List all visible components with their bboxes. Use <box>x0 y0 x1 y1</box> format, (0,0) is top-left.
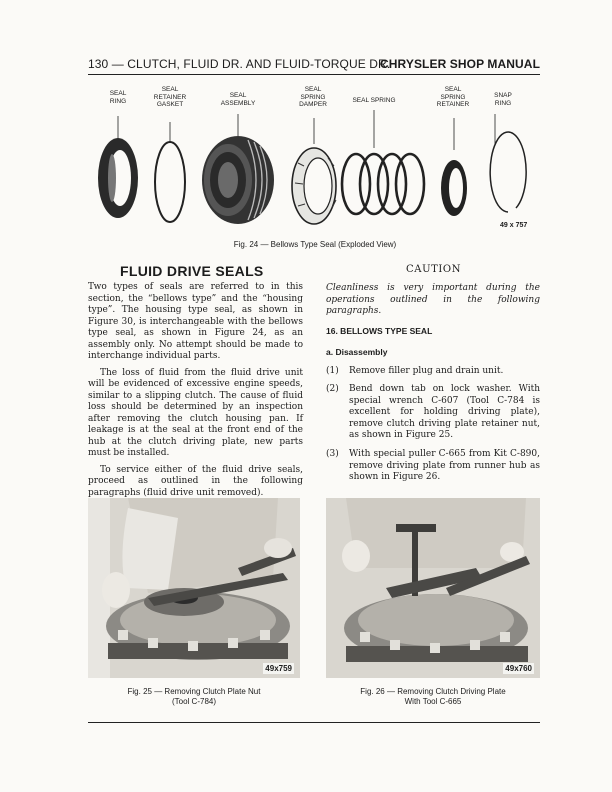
step-text: Bend down tab on lock washer. With special wrench C-607 (Tool C-784 is excellent for holding driving plate), remove clutch driving plate retainer nut, as shown in Figure 25. <box>349 384 540 440</box>
label-seal-spring: SEAL SPRING <box>352 97 396 104</box>
caution-text: Cleanliness is very important during the operations outlined in the following paragraphs. <box>326 283 540 316</box>
figure25-caption <box>94 687 294 707</box>
seal-spring-retainer <box>441 160 467 216</box>
label-seal-ring: SEAL RING <box>109 90 127 105</box>
header-title: 130 — CLUTCH, FLUID DR. AND FLUID-TORQUE DR. <box>88 57 391 71</box>
step-number: (3) <box>326 449 339 459</box>
figure26-caption <box>333 687 533 707</box>
caption-line: With Tool C-665 <box>404 697 462 706</box>
step-1 <box>326 366 540 378</box>
caption-line: Fig. 25 — Removing Clutch Plate Nut <box>127 687 261 696</box>
subsection-heading: a. Disassembly <box>326 347 388 357</box>
section-heading: 16. BELLOWS TYPE SEAL <box>326 326 433 336</box>
header-rule <box>88 74 540 75</box>
step-text: With special puller C-665 from Kit C-890, remove driving plate from runner hub as shown in Figure 26. <box>349 449 540 482</box>
figure26-ref: 49x760 <box>505 664 532 673</box>
step-2 <box>326 384 540 442</box>
seal-spring <box>342 154 424 214</box>
manual-title: CHRYSLER SHOP MANUAL <box>379 57 540 71</box>
step-number: (2) <box>326 384 339 394</box>
fluid-drive-seals-heading: FLUID DRIVE SEALS <box>120 263 264 279</box>
step-number: (1) <box>326 366 339 376</box>
paragraph: The loss of fluid from the fluid drive unit will be evidenced of excessive engine speeds, similar to a slipping clutch. The cause of fluid loss should be determined by an inspection after removing the clutch housing pan. If leakage is at the seal at the front end of the hub at the clutch driving plate, new parts must be installed. <box>88 367 303 458</box>
figure25-ref: 49x759 <box>265 664 292 673</box>
figure24-caption: Fig. 24 — Bellows Type Seal (Exploded View) <box>233 240 397 249</box>
step-text: Remove filler plug and drain unit. <box>349 366 504 376</box>
seal-ring <box>98 138 138 218</box>
seal-assembly <box>202 136 274 224</box>
figure26-photo <box>326 498 540 678</box>
footer-rule <box>88 722 540 723</box>
figure25-photo <box>88 498 300 678</box>
clutch-plate-nut-photo-illustration <box>88 498 300 678</box>
figure24-ref: 49 x 757 <box>500 222 528 229</box>
bellows-seal-exploded-view <box>88 108 540 232</box>
label-snap-ring: SNAP RING <box>494 92 512 107</box>
snap-ring <box>490 132 526 212</box>
caution-title: CAUTION <box>406 264 462 275</box>
clutch-driving-plate-photo-illustration <box>326 498 540 678</box>
step-3 <box>326 449 540 484</box>
label-seal-assembly: SEAL ASSEMBLY <box>220 92 256 107</box>
caption-line: (Tool C-784) <box>171 697 216 706</box>
left-column-text <box>88 282 303 504</box>
paragraph: Two types of seals are referred to in this section, the “bellows type” and the “housing type”. The housing type seal, as shown in Figure 30, is interchangeable with the bellows type seal, as shown in Figure 24, as an assembly only. No attempt should be made to interchange individual parts. <box>88 282 303 361</box>
label-seal-retainer-gasket: SEAL RETAINER GASKET <box>153 86 187 108</box>
paragraph: To service either of the fluid drive seals, proceed as outlined in the following paragraphs (fluid drive unit removed). <box>88 464 303 498</box>
page-header <box>88 57 540 73</box>
label-seal-spring-retainer: SEAL SPRING RETAINER <box>436 86 470 108</box>
seal-retainer-gasket <box>155 142 185 222</box>
seal-spring-damper <box>292 148 336 224</box>
label-seal-spring-damper: SEAL SPRING DAMPER <box>299 86 327 108</box>
caption-line: Fig. 26 — Removing Clutch Driving Plate <box>360 687 506 696</box>
